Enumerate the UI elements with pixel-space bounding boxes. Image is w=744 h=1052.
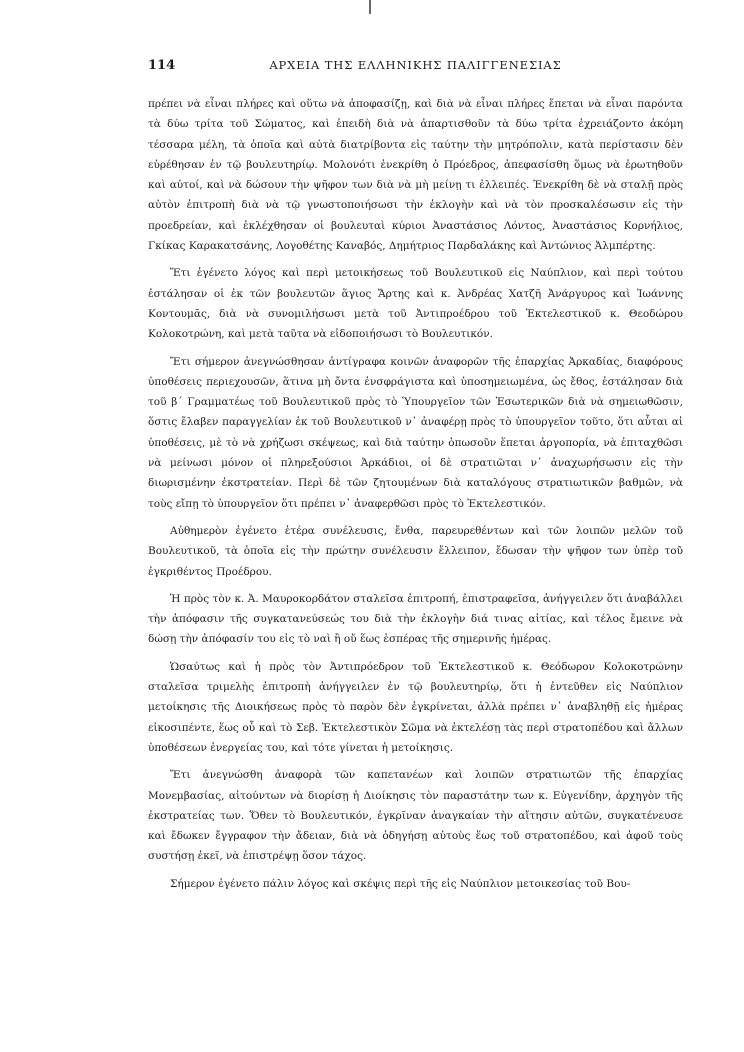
document-page [148,58,683,901]
running-title: ΑΡΧΕΙΑ ΤΗΣ ΕΛΛΗΝΙΚΗΣ ΠΑΛΙΓΓΕΝΕΣΙΑΣ [269,58,562,72]
paragraph-2: Ἔτι ἐγένετο λόγος καὶ περὶ μετοικήσεως τοῦ Βουλευτικοῦ εἰς Ναύπλιον, καὶ περὶ τούτου ἐστάλησαν οἱ ἐκ τῶν βουλευτῶν ἅγιος Ἄρτης καὶ κ. Ἀνδρέας Χατζῆ Ἀνάργυρος καὶ Ἰωάννης Κοντουμᾶς, διὰ νὰ συνομιλήσωσι μετὰ τοῦ Ἀντιπροέδρου τοῦ Ἐκτελεστικοῦ κ. Θεοδώρου Κολοκοτρώνη, καὶ μετὰ ταῦτα νὰ εἰδοποιήσωσι τὸ Βουλευτικόν. [148,267,683,341]
paragraph-5: Ἡ πρὸς τὸν κ. Ἀ. Μαυροκορδάτον σταλεῖσα ἐπιτροπή, ἐπιστραφεῖσα, ἀνήγγειλεν ὅτι ἀναβάλλει τὴν ἀπόφασιν τῆς συγκατανεύσεώς του διὰ τὴν ἐκλογὴν διά τινας αἰτίας, καὶ τέλος ἔμεινε νὰ δώσῃ τὴν ἀπόφασίν του εἰς τὸ ναὶ ἢ οὔ ἕως ἑσπέρας τῆς σημερινῆς ἡμέρας. [148,592,683,646]
paragraph-1: πρέπει νὰ εἶναι πλήρες καὶ οὕτω νὰ ἀποφασίζῃ, καὶ διὰ νὰ εἶναι πλήρες ἔπεται νὰ εἶναι παρόντα τὰ δύω τρίτα τοῦ Σώματος, καὶ ἐπειδὴ διὰ νὰ ἀπαρτισθοῦν τὰ δύω τρίτα ἐχρειάζοντο ἀκόμη τέσσαρα μέλη, τὰ ὁποῖα καὶ αὐτὰ διατρίβοντα εἰς ταύτην τὴν μητρόπολιν, κατὰ περίστασιν δὲν εὑρέθησαν ἐν τῷ βουλευτηρίῳ. Μολονότι ἐνεκρίθη ὁ Πρόεδρος, ἀπεφασίσθη ὅμως νὰ ἐρωτηθοῦν καὶ αὐτοί, καὶ νὰ δώσουν τὴν ψῆφον των διὰ νὰ μὴ μείνῃ τι ἐλλειπές. Ἐνεκρίθη δὲ νὰ σταλῇ πρὸς αὐτὸν ἐπιτροπὴ διὰ νὰ τῷ γνωστοποιήσωσι τὴν ἐκλογὴν καὶ νὰ τὸν προσκαλέσωσιν εἰς τὴν προεδρείαν, καὶ ἐκλέχθησαν οἱ βουλευταὶ κύριοι Ἀναστάσιος Λόντος, Ἀναστάσιος Κορνήλιος, Γκίκας Καρακατσάνης, Λογοθέτης Καναβός, Δημήτριος Παρδαλάκης καὶ Ἀντώνιος Ἀλμπέρτης. [148,98,683,253]
paragraph-7: Ἔτι ἀνεγνώσθη ἀναφορὰ τῶν καπετανέων καὶ λοιπῶν στρατιωτῶν τῆς ἐπαρχίας Μονεμβασίας, αἰτούντων νὰ διορίσῃ ἡ Διοίκησις τὸν παραστάτην των κ. Εὐγενίδην, ἀρχηγὸν τῆς ἐκστρατείας των. Ὅθεν τὸ Βουλευτικόν, ἐγκρῖναν ἀναγκαίαν τὴν αἴτησιν αὐτῶν, συγκατένευσε καὶ ἔδωκεν ἔγγραφον τὴν ἄδειαν, διὰ νὰ ὁδηγήσῃ αὐτοὺς ἕως τοῦ στρατοπέδου, καὶ ἀφοῦ τοὺς συστήσῃ ἐκεῖ, νὰ ἐπιστρέψῃ ὅσον τάχος. [148,769,683,863]
paragraph-6: Ὡσαύτως καὶ ἡ πρὸς τὸν Ἀντιπρόεδρον τοῦ Ἐκτελεστικοῦ κ. Θεόδωρον Κολοκοτρώνην σταλεῖσα τριμελὴς ἐπιτροπὴ ἀνήγγειλεν ἐν τῷ βουλευτηρίῳ, ὅτι ἡ ἐντεῦθεν εἰς Ναύπλιον μετοίκησις τῆς Διοικήσεως πρὸς τὸ παρὸν δὲν ἐγκρίνεται, ἀλλὰ πρέπει ν᾽ ἀναβληθῇ εἰς ἡμέρας εἰκοσιπέντε, ἕως οὗ καὶ τὸ Σεβ. Ἐκτελεστικὸν Σῶμα νὰ ἐκτελέσῃ τὰς περὶ στρατοπέδου καὶ ἄλλων ὑποθέσεων ἐνεργείας του, καὶ τότε γίνεται ἡ μετοίκησις. [148,660,683,754]
paragraph-3: Ἔτι σήμερον ἀνεγνώσθησαν ἀντίγραφα κοινῶν ἀναφορῶν τῆς ἐπαρχίας Ἀρκαδίας, διαφόρους ὑποθέσεις περιεχουσῶν, ἅτινα μὴ ὄντα ἐνσφράγιστα καὶ ὑποσημειωμένα, ὡς ἔθος, ἐστάλησαν διὰ τοῦ β΄ Γραμματέως τοῦ Βουλευτικοῦ πρὸς τὸ Ὑπουργεῖον τῶν Ἐσωτερικῶν διὰ νὰ σημειωθῶσιν, ὅστις ἔλαβεν παραγγελίαν ἐκ τοῦ Βουλευτικοῦ ν᾽ ἀναφέρῃ πρὸς τὸ ὑπουργεῖον τοῦτο, ὅτι αὗται αἱ ὑποθέσεις, μὲ τὸ νὰ χρήζωσι σκέψεως, καὶ διὰ ταύτην ὁπωσοῦν ἕπεται ἀργοπορία, νὰ ἐπιταχθῶσι νὰ μείνωσι μόνον οἱ πληρεξούσιοι Ἀρκάδιοι, οἱ δὲ στρατιῶται ν᾽ ἀναχωρήσωσιν εἰς τὴν διωρισμένην ἐκστρατείαν. Περὶ δὲ τῶν ζητουμένων διὰ καταλόγους στρατιωτικῶν βαθμῶν, νὰ τοὺς εἴπῃ τὸ ὑπουργεῖον ὅτι πρέπει ν᾽ ἀναφερθῶσι πρὸς τὸ Ἐκτελεστικόν. [148,355,683,510]
page-header [148,58,683,80]
scan-binding-mark [369,0,371,14]
body-text [148,94,683,894]
page-number: 114 [148,58,176,73]
paragraph-4: Αὐθημερὸν ἐγένετο ἑτέρα συνέλευσις, ἔνθα, παρευρεθέντων καὶ τῶν λοιπῶν μελῶν τοῦ Βουλευτικοῦ, τὰ ὁποῖα εἰς τὴν πρώτην συνέλευσιν ἔλλειπον, ἔδωσαν τὴν ψῆφον των ὑπὲρ τοῦ ἐγκριθέντος Προέδρου. [148,524,683,578]
paragraph-8: Σήμερον ἐγένετο πάλιν λόγος καὶ σκέψις περὶ τῆς εἰς Ναύπλιον μετοικεσίας τοῦ Βου- [170,877,631,890]
